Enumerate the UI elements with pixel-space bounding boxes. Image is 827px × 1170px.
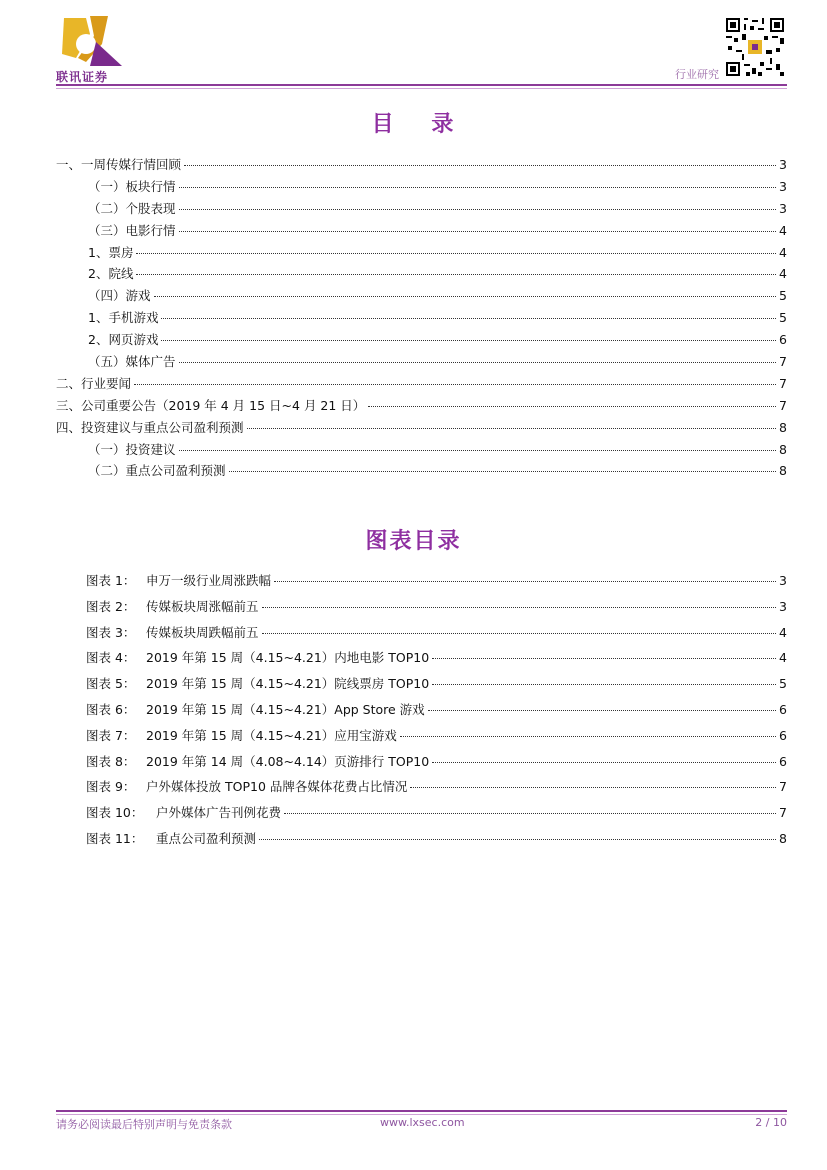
toc-entry-page: 4 bbox=[779, 244, 787, 260]
header-rule-thin bbox=[56, 88, 787, 89]
toc-entry-title: 一、一周传媒行情回顾 bbox=[56, 157, 182, 172]
toc-entry-page: 8 bbox=[779, 441, 787, 457]
figure-leader-dots bbox=[432, 762, 776, 763]
toc-entry[interactable] bbox=[56, 243, 787, 265]
figure-entry-label: 图表 3： bbox=[86, 624, 136, 640]
toc-entry-title: （五）媒体广告 bbox=[88, 354, 176, 370]
toc-entry[interactable] bbox=[56, 286, 787, 308]
figure-entry-label: 图表 8： bbox=[86, 753, 136, 769]
figure-entry[interactable] bbox=[86, 803, 787, 829]
toc-leader-dots bbox=[247, 428, 777, 429]
section-label: 行业研究 bbox=[675, 68, 719, 81]
toc-leader-dots bbox=[179, 450, 777, 451]
footer-disclaimer: 请务必阅读最后特别声明与免责条款 bbox=[56, 1118, 232, 1131]
footer-website-link[interactable]: www.lxsec.com bbox=[380, 1116, 465, 1129]
figure-entry-label: 图表 9： bbox=[86, 779, 136, 795]
figure-entry-title: 重点公司盈利预测 bbox=[156, 830, 257, 846]
figure-entry-label: 图表 10： bbox=[86, 805, 144, 821]
toc-leader-dots bbox=[161, 318, 776, 319]
figure-leader-dots bbox=[410, 787, 776, 788]
toc-entry[interactable] bbox=[56, 199, 787, 221]
toc-entry[interactable] bbox=[56, 440, 787, 462]
toc-list bbox=[56, 155, 787, 483]
figure-entry-label: 图表 7： bbox=[86, 727, 136, 743]
figure-entry[interactable] bbox=[86, 597, 787, 623]
qr-code-icon bbox=[724, 16, 786, 78]
toc-entry[interactable] bbox=[56, 396, 787, 418]
toc-entry-page: 5 bbox=[779, 310, 787, 326]
figure-entry[interactable] bbox=[86, 700, 787, 726]
toc-entry-title: 2、网页游戏 bbox=[88, 332, 159, 348]
figure-entry-label: 图表 1： bbox=[86, 573, 136, 588]
figure-leader-dots bbox=[262, 607, 777, 608]
toc-entry-page: 4 bbox=[779, 266, 787, 282]
toc-title: 目 录 bbox=[371, 112, 456, 137]
footer-page-number: 2 / 10 bbox=[755, 1116, 787, 1129]
toc-leader-dots bbox=[179, 231, 777, 232]
toc-leader-dots bbox=[179, 187, 777, 188]
toc-entry-title: （四）游戏 bbox=[88, 288, 151, 304]
figure-entry-page: 6 bbox=[779, 727, 787, 743]
figure-entry[interactable] bbox=[86, 674, 787, 700]
logo-mark-icon bbox=[56, 14, 126, 70]
figure-leader-dots bbox=[428, 710, 776, 711]
figure-entry-page: 6 bbox=[779, 753, 787, 769]
figure-leader-dots bbox=[274, 581, 776, 582]
toc-entry[interactable] bbox=[56, 352, 787, 374]
figure-entry-page: 7 bbox=[779, 805, 787, 821]
figures-title: 图表目录 bbox=[365, 529, 462, 554]
toc-entry-page: 6 bbox=[779, 332, 787, 348]
figure-entry[interactable] bbox=[86, 726, 787, 752]
toc-entry-page: 7 bbox=[779, 354, 787, 370]
figure-entry-page: 4 bbox=[779, 624, 787, 640]
toc-entry[interactable] bbox=[56, 264, 787, 286]
toc-entry-title: （一）板块行情 bbox=[88, 178, 176, 194]
figure-entry-page: 7 bbox=[779, 779, 787, 795]
figures-list bbox=[86, 571, 787, 855]
figure-entry[interactable] bbox=[86, 571, 787, 597]
toc-entry-page: 8 bbox=[779, 419, 787, 435]
toc-leader-dots bbox=[136, 253, 776, 254]
toc-leader-dots bbox=[136, 274, 776, 275]
toc-entry-title: 四、投资建议与重点公司盈利预测 bbox=[56, 419, 244, 435]
toc-entry[interactable] bbox=[56, 221, 787, 243]
figure-leader-dots bbox=[432, 658, 776, 659]
toc-entry-title: （二）个股表现 bbox=[88, 200, 176, 216]
figure-entry-title: 2019 年第 15 周（4.15~4.21）院线票房 TOP10 bbox=[146, 676, 430, 692]
toc-entry-page: 3 bbox=[779, 178, 787, 194]
toc-leader-dots bbox=[154, 296, 777, 297]
figure-entry-title: 户外媒体投放 TOP10 品牌各媒体花费占比情况 bbox=[146, 779, 408, 795]
figure-entry-title: 2019 年第 15 周（4.15~4.21）内地电影 TOP10 bbox=[146, 650, 430, 666]
toc-leader-dots bbox=[161, 340, 776, 341]
figure-entry-label: 图表 6： bbox=[86, 701, 136, 717]
toc-entry-title: 2、院线 bbox=[88, 266, 134, 282]
figure-entry-label: 图表 5： bbox=[86, 676, 136, 692]
toc-entry-title: 1、票房 bbox=[88, 244, 134, 260]
toc-entry-page: 3 bbox=[779, 200, 787, 216]
figure-entry-label: 图表 4： bbox=[86, 650, 136, 666]
toc-leader-dots bbox=[179, 209, 777, 210]
toc-entry-title: （二）重点公司盈利预测 bbox=[88, 463, 226, 479]
figure-leader-dots bbox=[284, 813, 776, 814]
toc-entry[interactable] bbox=[56, 155, 787, 177]
toc-entry[interactable] bbox=[56, 461, 787, 483]
figure-leader-dots bbox=[262, 633, 777, 634]
figure-entry-label: 图表 2： bbox=[86, 598, 136, 614]
toc-entry-page: 7 bbox=[779, 397, 787, 413]
figure-leader-dots bbox=[259, 839, 776, 840]
figure-entry-title: 传媒板块周跌幅前五 bbox=[146, 624, 259, 640]
toc-entry-page: 5 bbox=[779, 288, 787, 304]
toc-entry-title: 二、行业要闻 bbox=[56, 375, 132, 391]
toc-entry-title: 三、公司重要公告（2019 年 4 月 15 日~4 月 21 日） bbox=[56, 397, 366, 413]
figure-leader-dots bbox=[400, 736, 776, 737]
toc-entry-page: 7 bbox=[779, 375, 787, 391]
toc-leader-dots bbox=[134, 384, 776, 385]
figure-leader-dots bbox=[432, 684, 776, 685]
toc-entry-title: （三）电影行情 bbox=[88, 222, 176, 238]
figure-entry-label: 图表 11： bbox=[86, 830, 144, 846]
toc-entry-title: 1、手机游戏 bbox=[88, 310, 159, 326]
toc-entry[interactable] bbox=[56, 374, 787, 396]
toc-entry-page: 4 bbox=[779, 222, 787, 238]
figure-entry[interactable] bbox=[86, 648, 787, 674]
toc-entry-page: 8 bbox=[779, 463, 787, 479]
toc-entry[interactable] bbox=[56, 330, 787, 352]
figure-entry[interactable] bbox=[86, 829, 787, 855]
figure-entry-page: 6 bbox=[779, 701, 787, 717]
figure-entry-title: 户外媒体广告刊例花费 bbox=[156, 805, 282, 821]
figure-entry-page: 3 bbox=[779, 573, 787, 588]
figure-entry[interactable] bbox=[86, 752, 787, 778]
toc-entry[interactable] bbox=[56, 308, 787, 330]
footer-rule-thin bbox=[56, 1114, 787, 1115]
toc-leader-dots bbox=[179, 362, 777, 363]
toc-leader-dots bbox=[184, 165, 776, 166]
figure-entry-title: 2019 年第 15 周（4.15~4.21）应用宝游戏 bbox=[146, 727, 397, 743]
logo-text: 联讯证券 bbox=[56, 70, 109, 84]
header-rule bbox=[56, 84, 787, 86]
toc-leader-dots bbox=[229, 471, 777, 472]
toc-entry-page: 3 bbox=[779, 157, 787, 172]
company-logo bbox=[56, 14, 126, 84]
figure-entry-page: 8 bbox=[779, 830, 787, 846]
figure-entry-title: 2019 年第 14 周（4.08~4.14）页游排行 TOP10 bbox=[146, 753, 430, 769]
figure-entry-page: 4 bbox=[779, 650, 787, 666]
figure-entry-title: 申万一级行业周涨跌幅 bbox=[146, 573, 272, 588]
toc-entry[interactable] bbox=[56, 418, 787, 440]
footer-rule bbox=[56, 1110, 787, 1112]
toc-leader-dots bbox=[368, 406, 776, 407]
figure-entry-title: 2019 年第 15 周（4.15~4.21）App Store 游戏 bbox=[146, 701, 425, 717]
figure-entry-page: 5 bbox=[779, 676, 787, 692]
toc-entry-title: （一）投资建议 bbox=[88, 441, 176, 457]
toc-entry[interactable] bbox=[56, 177, 787, 199]
figure-entry[interactable] bbox=[86, 623, 787, 649]
figure-entry-page: 3 bbox=[779, 598, 787, 614]
figure-entry[interactable] bbox=[86, 777, 787, 803]
figure-entry-title: 传媒板块周涨幅前五 bbox=[146, 598, 259, 614]
